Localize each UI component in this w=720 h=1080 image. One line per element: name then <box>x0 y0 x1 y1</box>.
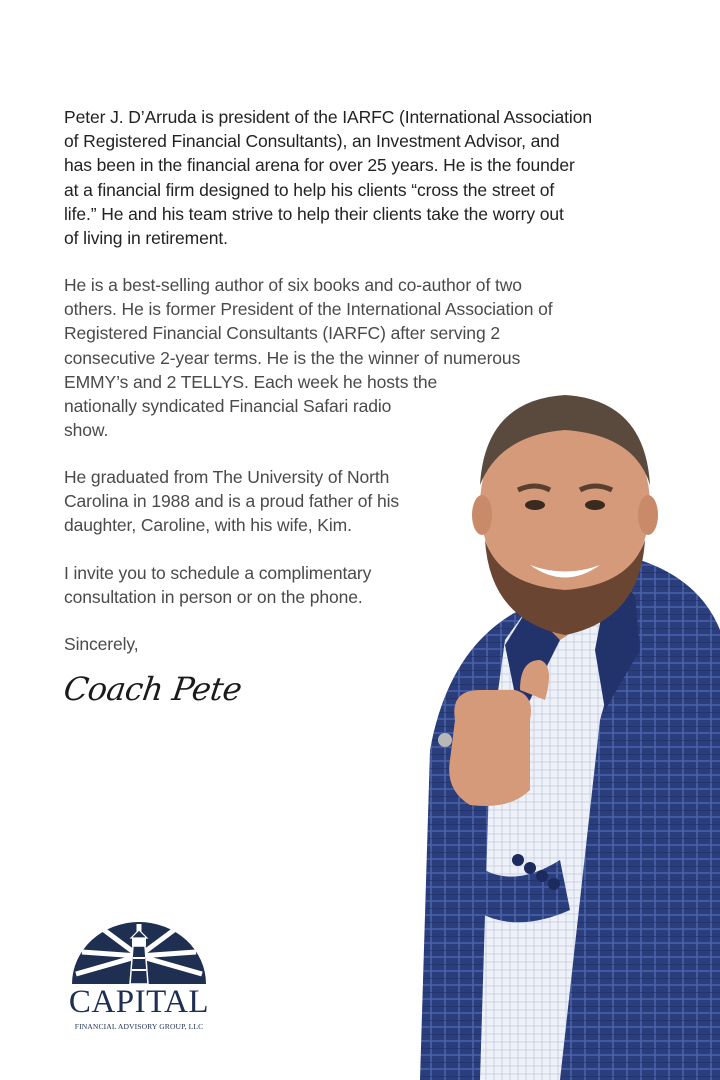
text-line: I invite you to schedule a complimentary <box>64 563 372 583</box>
text-line: Registered Financial Consultants (IARFC) after serving 2 <box>64 323 500 344</box>
text-line: Peter J. D’Arruda is president of the IARFC (International Association <box>64 107 592 127</box>
logo-subtitle: FINANCIAL ADVISORY GROUP, LLC <box>74 1022 204 1031</box>
bio-paragraph-1 <box>64 105 664 250</box>
logo-wordmark: CAPITAL <box>68 984 210 1020</box>
text-line: He graduated from The University of North <box>64 467 390 487</box>
text-line: daughter, Caroline, with his wife, Kim. <box>64 515 352 536</box>
text-line: consecutive 2-year terms. He is the the winner of numerous <box>64 347 521 368</box>
text-line: of living in retirement. <box>64 228 228 249</box>
text-line: EMMY’s and 2 TELLYS. Each week he hosts the <box>64 371 438 392</box>
portrait-photo <box>410 390 720 1080</box>
text-line: Carolina in 1988 and is a proud father of his <box>64 491 400 512</box>
text-line: at a financial firm designed to help his clients “cross the street of <box>64 179 555 200</box>
bio-paragraph-3 <box>64 465 464 538</box>
text-line: nationally syndicated Financial Safari radio <box>64 396 392 417</box>
lighthouse-emblem-icon <box>64 918 214 988</box>
text-line: He is a best-selling author of six books and co-author of two <box>64 275 522 295</box>
bio-paragraph-4 <box>64 561 464 609</box>
text-line: show. <box>64 420 109 441</box>
text-line: life.” He and his team strive to help their clients take the worry out <box>64 203 564 224</box>
text-line: others. He is former President of the International Association of <box>64 299 553 320</box>
text-line: has been in the financial arena for over 25 years. He is the founder <box>64 155 575 176</box>
text-line: of Registered Financial Consultants), an Investment Advisor, and <box>64 131 560 152</box>
signature: Coach Pete <box>61 670 245 708</box>
text-line: consultation in person or on the phone. <box>64 587 363 608</box>
closing-salutation: Sincerely, <box>64 634 139 654</box>
capital-logo <box>64 918 214 1043</box>
